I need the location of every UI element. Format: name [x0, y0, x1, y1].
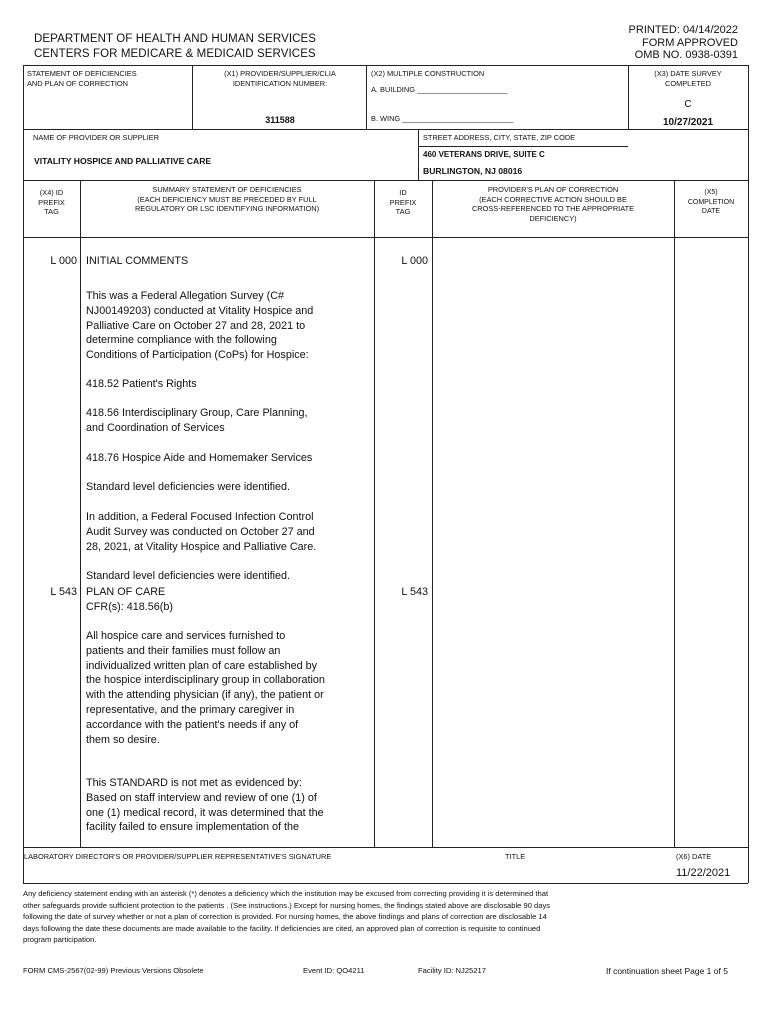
paragraph-survey-intro: This was a Federal Allegation Survey (C# NJ00149203) conducted at Vitality Hospice and Palliative Care on October 27 and 28, 2021 to determine compliance with the following Conditions of Participation (CoPs) for Hospice: [86, 290, 314, 362]
rule-id-bottom [23, 129, 748, 130]
plan-header: PROVIDER'S PLAN OF CORRECTION (EACH CORRECTIVE ACTION SHOULD BE CROSS-REFERENCED TO THE APPROPRIATE DEFICIENCY) [471, 185, 635, 223]
dept-name: DEPARTMENT OF HEALTH AND HUMAN SERVICES [34, 33, 317, 45]
wing-field: B. WING ___________________________ [371, 114, 514, 123]
agency-name: CENTERS FOR MEDICARE & MEDICAID SERVICES [34, 48, 316, 60]
x2-label: (X2) MULTIPLE CONSTRUCTION [371, 69, 485, 78]
rule-provider-bottom [23, 180, 748, 181]
rule-address [418, 129, 419, 180]
x4-header: (X4) ID PREFIX TAG [38, 188, 65, 216]
rule-x2 [366, 65, 367, 129]
printed-date: PRINTED: 04/14/2022 [628, 24, 738, 36]
disclosure-note: Any deficiency statement ending with an asterisk (*) denotes a deficiency which the institution may be excused from correcting providing it is determined that other safeguards provide sufficient protection to the patients . (See instructions.) Except for nursing homes, the findings stated above are disclosable 90 days following the date of survey whether or not a plan of correction is provided. For nursing homes, the above findings and plans of correction are disclosable 14 days following the date these documents are made available to the facility. If deficiencies are cited, an approved plan of correction is requisite to continued program participation. [23, 889, 551, 944]
rule-top [23, 65, 748, 66]
paragraph-standard-1: Standard level deficiencies were identified. [86, 481, 291, 493]
provider-name: VITALITY HOSPICE AND PALLIATIVE CARE [34, 156, 212, 166]
tag-l543-right: L 543 [401, 586, 428, 598]
tag-l543-left: L 543 [50, 586, 77, 598]
rule-id-left [374, 180, 375, 847]
title-label: TITLE [505, 852, 526, 861]
x1-label: (X1) PROVIDER/SUPPLIER/CLIA IDENTIFICATION NUMBER: [224, 69, 336, 88]
paragraph-idg: 418.56 Interdisciplinary Group, Care Planning, and Coordination of Services [86, 407, 308, 434]
form-meta [629, 24, 738, 62]
signature-label: LABORATORY DIRECTOR'S OR PROVIDER/SUPPLIER REPRESENTATIVE'S SIGNATURE [24, 852, 332, 861]
rule-right [748, 65, 749, 883]
page-indicator: If continuation sheet Page 1 of 5 [606, 966, 728, 976]
address-line2: BURLINGTON, NJ 08016 [423, 166, 523, 176]
paragraph-infection-control: In addition, a Federal Focused Infection Control Audit Survey was conducted on October 27 and 28, 2021, at Vitality Hospice and Palliative Care. [86, 511, 317, 553]
paragraph-aide: 418.76 Hospice Aide and Homemaker Services [86, 452, 313, 464]
summary-header: SUMMARY STATEMENT OF DEFICIENCIES (EACH DEFICIENCY MUST BE PRECEDED BY FULL REGULATORY OR LSC IDENTIFYING INFORMATION) [134, 185, 320, 213]
address-label: STREET ADDRESS, CITY, STATE, ZIP CODE [423, 133, 576, 142]
signature-date: 11/22/2021 [676, 867, 731, 879]
paragraph-standard-2: Standard level deficiencies were identified. [86, 570, 291, 582]
address-line1: 460 VETERANS DRIVE, SUITE C [423, 150, 545, 159]
agency-header [34, 32, 316, 62]
survey-type-letter: C [684, 99, 692, 110]
x5-header: (X5) COMPLETION DATE [687, 189, 735, 215]
rule-address-mid [418, 146, 628, 147]
tag-l543-cfr: CFR(s): 418.56(b) [86, 601, 173, 613]
tag-l543-title: PLAN OF CARE [86, 586, 166, 598]
id-prefix-header: ID PREFIX TAG [389, 188, 417, 216]
rule-x4 [80, 180, 81, 847]
rule-x1 [192, 65, 193, 129]
rule-x5 [674, 180, 675, 847]
paragraph-patients-rights: 418.52 Patient's Rights [86, 378, 197, 390]
event-id: Event ID: QO4211 [303, 966, 365, 975]
tag-l000-right: L 000 [401, 255, 428, 267]
form-approved: FORM APPROVED [642, 36, 738, 49]
form-number: FORM CMS-2567(02-99) Previous Versions Obsolete [23, 966, 204, 975]
statement-label: STATEMENT OF DEFICIENCIES AND PLAN OF CORRECTION [27, 69, 137, 88]
omb-number: OMB NO. 0938-0391 [634, 49, 738, 61]
rule-id-right [432, 180, 433, 847]
provider-number: 311588 [265, 115, 295, 125]
x3-label: (X3) DATE SURVEY COMPLETED [654, 69, 722, 88]
paragraph-plan-of-care: All hospice care and services furnished to patients and their families must follow an individualized written plan of care established by the hospice interdisciplinary group in collaboration with the attending physician (if any), the patient or representative, and the primary caregiver in accordance with the patient's needs if any of them so desire. [86, 630, 325, 746]
tag-l000-left: L 000 [50, 255, 77, 267]
building-field: A. BUILDING ______________________ [371, 85, 508, 94]
rule-sig-bottom [23, 883, 748, 884]
x6-date-label: (X6) DATE [676, 852, 712, 861]
tag-l000-title: INITIAL COMMENTS [86, 255, 189, 267]
facility-id: Facility ID: NJ25217 [418, 966, 486, 975]
survey-date: 10/27/2021 [662, 117, 714, 128]
rule-colhead-bottom [23, 237, 748, 238]
rule-body-bottom [23, 847, 748, 848]
paragraph-standard-not-met: This STANDARD is not met as evidenced by: Based on staff interview and review of one (1) of one (1) medical record, it was determined that the facility failed to ensure implementation of the [86, 777, 324, 834]
provider-name-label: NAME OF PROVIDER OR SUPPLIER [33, 133, 160, 142]
